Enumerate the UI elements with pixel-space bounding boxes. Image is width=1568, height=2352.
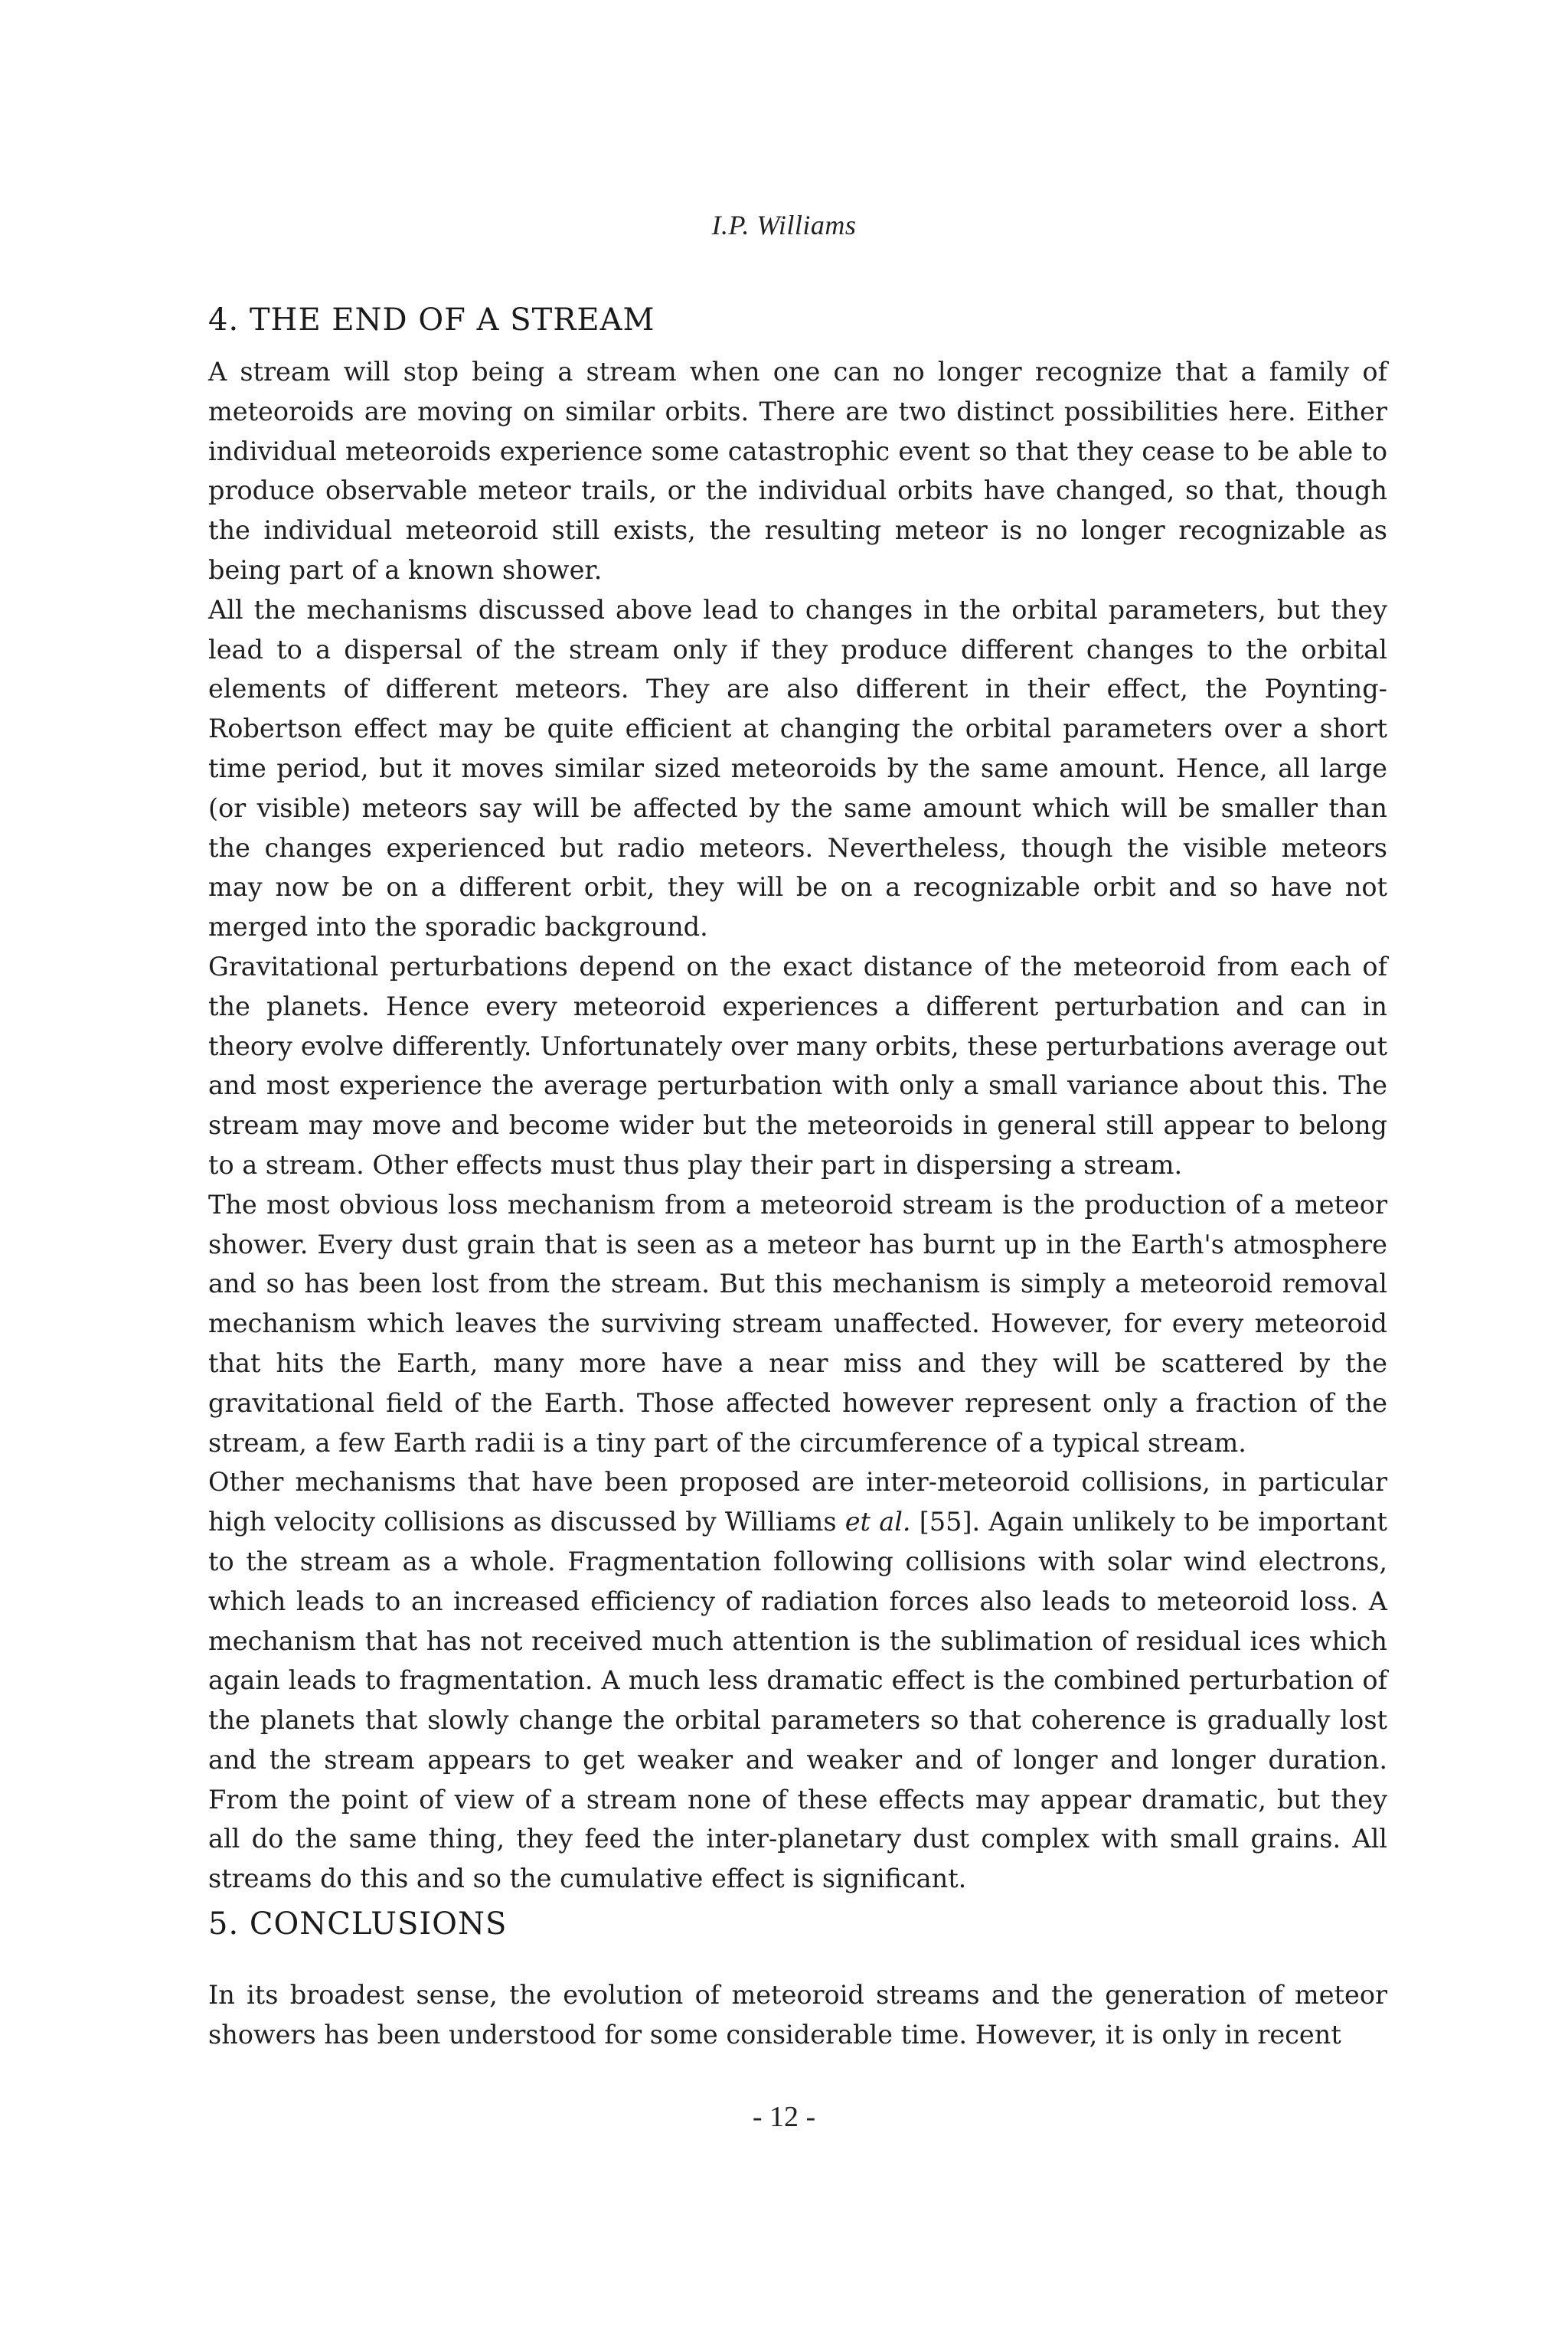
paragraph-other-mechanisms bbox=[208, 1462, 1387, 1899]
paragraph-other-mechanisms-part2: [55]. Again unlikely to be important to the stream as a whole. Fragmentation following collisions with solar wind electrons, which leads to an increased efficiency of radiation forces also leads to meteoroid loss. A mechanism that has not received much attention is the sublimation of residual ices which again leads to fragmentation. A much less dramatic effect is the combined perturbation of the planets that slowly change the orbital parameters so that coherence is gradually lost and the stream appears to get weaker and weaker and of longer and longer duration. From the point of view of a stream none of these effects may appear dramatic, but they all do the same thing, they feed the inter-planetary dust complex with small grains. All streams do this and so the cumulative effect is significant. bbox=[208, 1507, 1387, 1894]
paragraph-conclusions: In its broadest sense, the evolution of meteoroid streams and the generation of meteor showers has been understood for some considerable time. However, it is only in recent bbox=[208, 1980, 1387, 2050]
page-number-text: - 12 - bbox=[752, 2101, 816, 2133]
paragraph-stream-definition: A stream will stop being a stream when one can no longer recognize that a family of meteoroids are moving on similar orbits. There are two distinct possibilities here. Either individual meteoroids experience some catastrophic event so that they cease to be able to produce observable meteor trails, or the individual orbits have changed, so that, though the individual meteoroid still exists, the resulting meteor is no longer recognizable as being part of a known shower. bbox=[208, 357, 1387, 585]
section-heading-conclusions: 5. CONCLUSIONS bbox=[208, 1906, 508, 1942]
section-heading-end-of-stream: 4. THE END OF A STREAM bbox=[208, 302, 655, 338]
running-head: I.P. Williams bbox=[711, 210, 857, 240]
paragraph-loss-mechanism: The most obvious loss mechanism from a meteoroid stream is the production of a meteor shower. Every dust grain that is seen as a meteor has burnt up in the Earth's atmosphere and so has been lost from the stream. But this mechanism is simply a meteoroid removal mechanism which leaves the surviving stream unaffected. However, for every meteoroid that hits the Earth, many more have a near miss and they will be scattered by the gravitational field of the Earth. Those affected however represent only a fraction of the stream, a few Earth radii is a tiny part of the circumference of a typical stream. bbox=[208, 1189, 1387, 1458]
citation-et-al: et al. bbox=[844, 1507, 911, 1537]
page-number bbox=[0, 2099, 1568, 2135]
paragraph-gravitational-perturbations: Gravitational perturbations depend on the exact distance of the meteoroid from each of the planets. Hence every meteoroid experiences a different perturbation and can in theory evolve differently. Unfortunately over many orbits, these perturbations average out and most experience the average perturbation with only a small variance about this. The stream may move and become wider but the meteoroids in general still appear to belong to a stream. Other effects must thus play their part in dispersing a stream. bbox=[208, 951, 1387, 1180]
section-body-conclusions bbox=[208, 1975, 1387, 2055]
paragraph-other-mechanisms-part1: Other mechanisms that have been proposed are inter-meteoroid collisions, in particular high velocity collisions as discussed by Williams bbox=[208, 1467, 1387, 1537]
paragraph-mechanisms-dispersal: All the mechanisms discussed above lead to changes in the orbital parameters, but they lead to a dispersal of the stream only if they produce different changes to the orbital elements of different meteors. They are also different in their effect, the Poynting-Robertson effect may be quite efficient at changing the orbital parameters over a short time period, but it moves similar sized meteoroids by the same amount. Hence, all large (or visible) meteors say will be affected by the same amount which will be smaller than the changes experienced but radio meteors. Nevertheless, though the visible meteors may now be on a different orbit, they will be on a recognizable orbit and so have not merged into the sporadic background. bbox=[208, 594, 1387, 942]
section-body-end-of-stream bbox=[208, 352, 1387, 1899]
